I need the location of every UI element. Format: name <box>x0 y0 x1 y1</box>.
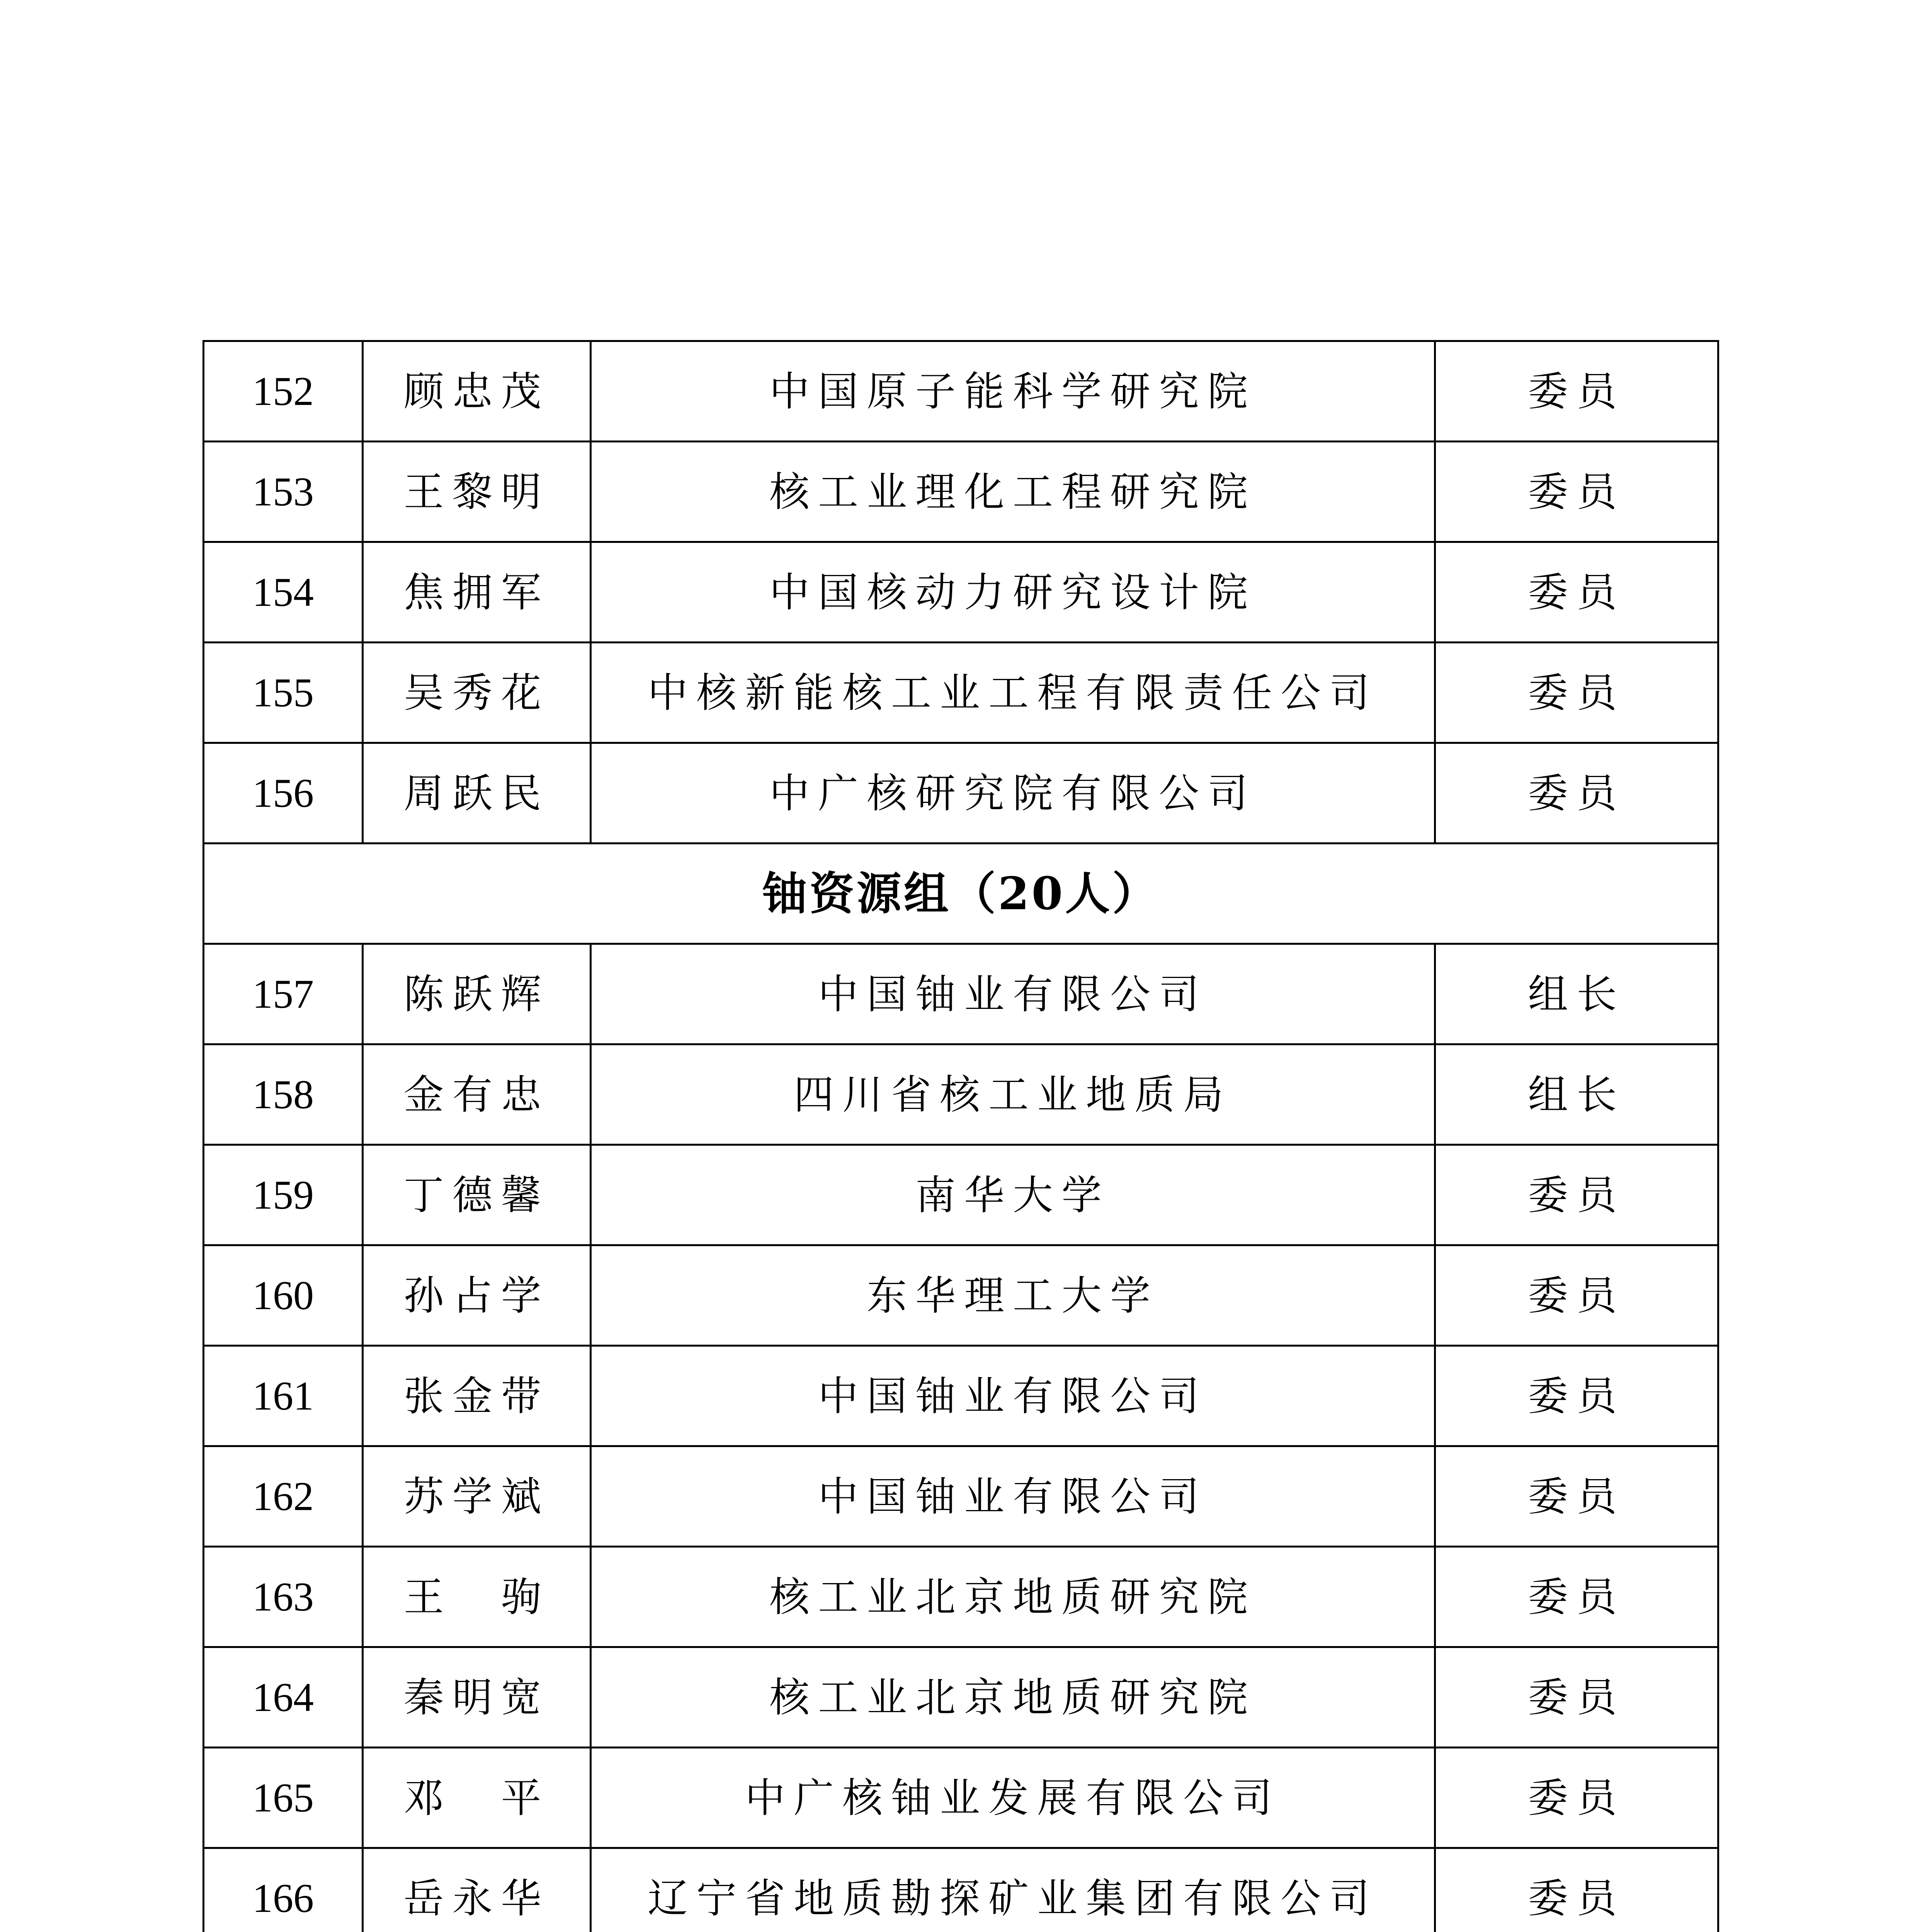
table-row <box>204 1044 1718 1145</box>
member-name: 顾忠茂 <box>363 341 591 442</box>
row-number: 160 <box>204 1245 363 1346</box>
member-organization: 中广核研究院有限公司 <box>591 743 1435 844</box>
member-name: 苏学斌 <box>363 1446 591 1547</box>
member-organization: 核工业北京地质研究院 <box>591 1647 1435 1748</box>
table-row <box>204 442 1718 542</box>
table-row <box>204 643 1718 743</box>
member-name: 孙占学 <box>363 1245 591 1346</box>
member-organization: 中核新能核工业工程有限责任公司 <box>591 643 1435 743</box>
row-number: 162 <box>204 1446 363 1547</box>
member-organization: 中国原子能科学研究院 <box>591 341 1435 442</box>
member-name: 张金带 <box>363 1346 591 1446</box>
row-number: 165 <box>204 1748 363 1848</box>
member-role: 组长 <box>1435 944 1718 1044</box>
member-organization: 核工业北京地质研究院 <box>591 1547 1435 1647</box>
table-row <box>204 1446 1718 1547</box>
table-row <box>204 1848 1718 1932</box>
member-role: 委员 <box>1435 442 1718 542</box>
member-role: 委员 <box>1435 1446 1718 1547</box>
group-title: 铀资源组（20人） <box>204 844 1718 944</box>
member-role: 委员 <box>1435 341 1718 442</box>
group-header-row <box>204 844 1718 944</box>
member-name: 邓 平 <box>363 1748 591 1848</box>
table-row <box>204 341 1718 442</box>
member-role: 委员 <box>1435 1748 1718 1848</box>
table-row <box>204 1748 1718 1848</box>
row-number: 159 <box>204 1145 363 1245</box>
member-name: 王 驹 <box>363 1547 591 1647</box>
table-row <box>204 944 1718 1044</box>
member-organization: 中国核动力研究设计院 <box>591 542 1435 643</box>
member-name: 周跃民 <box>363 743 591 844</box>
member-role: 委员 <box>1435 1245 1718 1346</box>
member-organization: 中国铀业有限公司 <box>591 1346 1435 1446</box>
row-number: 154 <box>204 542 363 643</box>
member-name: 金有忠 <box>363 1044 591 1145</box>
member-role: 委员 <box>1435 542 1718 643</box>
row-number: 166 <box>204 1848 363 1932</box>
row-number: 163 <box>204 1547 363 1647</box>
member-name: 丁德馨 <box>363 1145 591 1245</box>
member-role: 委员 <box>1435 1647 1718 1748</box>
member-roster-table <box>202 340 1719 1932</box>
table-row <box>204 542 1718 643</box>
table-row <box>204 1245 1718 1346</box>
member-role: 委员 <box>1435 1145 1718 1245</box>
member-organization: 南华大学 <box>591 1145 1435 1245</box>
member-organization: 中国铀业有限公司 <box>591 944 1435 1044</box>
table-row <box>204 1346 1718 1446</box>
member-organization: 东华理工大学 <box>591 1245 1435 1346</box>
member-role: 委员 <box>1435 1547 1718 1647</box>
row-number: 164 <box>204 1647 363 1748</box>
table-row <box>204 1547 1718 1647</box>
member-name: 岳永华 <box>363 1848 591 1932</box>
member-name: 吴秀花 <box>363 643 591 743</box>
row-number: 152 <box>204 341 363 442</box>
member-organization: 辽宁省地质勘探矿业集团有限公司 <box>591 1848 1435 1932</box>
row-number: 161 <box>204 1346 363 1446</box>
row-number: 153 <box>204 442 363 542</box>
row-number: 157 <box>204 944 363 1044</box>
member-role: 组长 <box>1435 1044 1718 1145</box>
member-name: 焦拥军 <box>363 542 591 643</box>
member-name: 秦明宽 <box>363 1647 591 1748</box>
table-row <box>204 743 1718 844</box>
member-organization: 中国铀业有限公司 <box>591 1446 1435 1547</box>
table-row <box>204 1647 1718 1748</box>
member-organization: 四川省核工业地质局 <box>591 1044 1435 1145</box>
row-number: 155 <box>204 643 363 743</box>
member-organization: 核工业理化工程研究院 <box>591 442 1435 542</box>
member-role: 委员 <box>1435 1346 1718 1446</box>
member-organization: 中广核铀业发展有限公司 <box>591 1748 1435 1848</box>
member-role: 委员 <box>1435 743 1718 844</box>
member-role: 委员 <box>1435 1848 1718 1932</box>
member-role: 委员 <box>1435 643 1718 743</box>
member-name: 陈跃辉 <box>363 944 591 1044</box>
row-number: 158 <box>204 1044 363 1145</box>
member-name: 王黎明 <box>363 442 591 542</box>
row-number: 156 <box>204 743 363 844</box>
table-row <box>204 1145 1718 1245</box>
